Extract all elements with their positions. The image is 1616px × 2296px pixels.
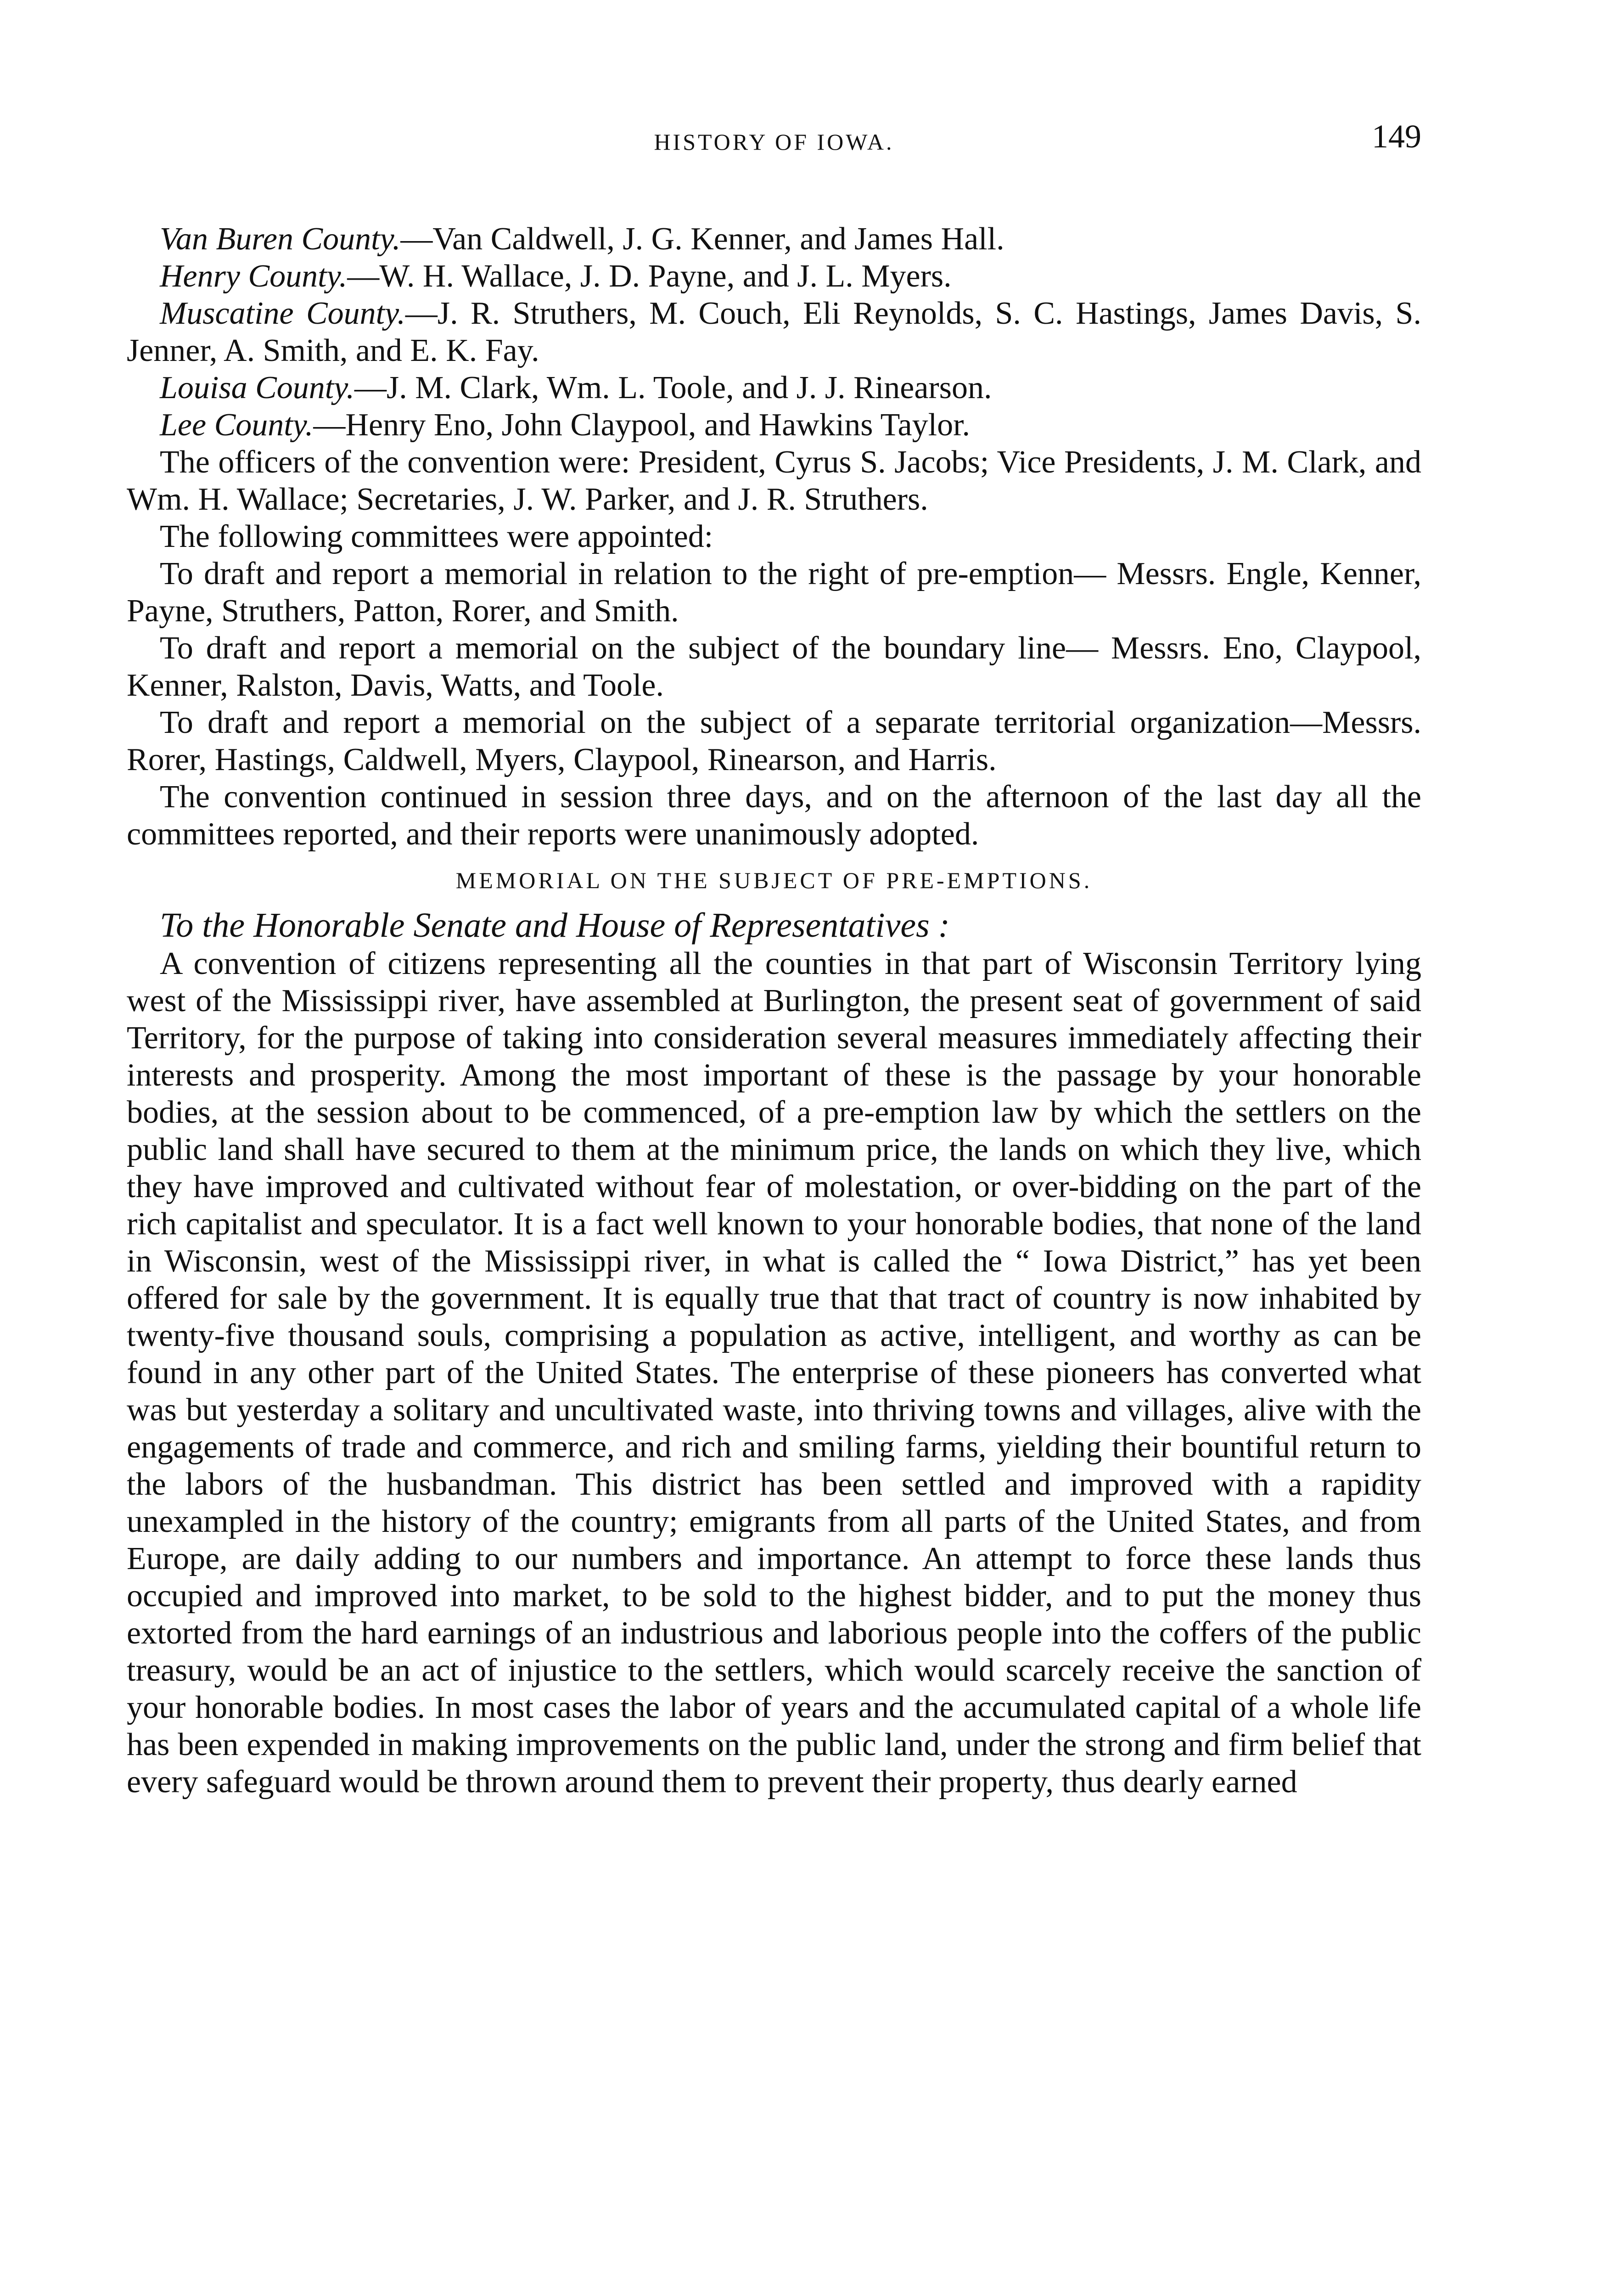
county-entry [127, 369, 1421, 406]
county-members: —Henry Eno, John Claypool, and Hawkins Taylor. [313, 407, 971, 443]
officers-paragraph: The officers of the convention were: President, Cyrus S. Jacobs; Vice Presidents, J. M. Clark, and Wm. H. Wallace; Secretaries, J. W. Parker, and J. R. Struthers. [127, 445, 1421, 517]
county-entry [127, 220, 1421, 258]
county-name: Louisa County. [160, 370, 354, 405]
county-name: Muscatine County. [160, 296, 405, 331]
committee-territorial: To draft and report a memorial on the subject of a separate territorial organization—Messrs. Rorer, Hastings, Caldwell, Myers, Claypool, Rinearson, and Harris. [127, 705, 1421, 777]
county-members: —J. M. Clark, Wm. L. Toole, and J. J. Rinearson. [354, 370, 992, 405]
county-entry [127, 406, 1421, 444]
county-entry [127, 258, 1421, 295]
county-name: Van Buren County. [160, 221, 401, 257]
county-name: Lee County. [160, 407, 314, 443]
page-header [127, 115, 1421, 170]
county-name: Henry County. [160, 259, 348, 294]
memorial-heading: MEMORIAL ON THE SUBJECT OF PRE-EMPTIONS. [455, 867, 1093, 893]
memorial-address: To the Honorable Senate and House of Representatives : [160, 906, 950, 945]
county-entry [127, 295, 1421, 369]
committee-pre-emption: To draft and report a memorial in relation to the right of pre-emption— Messrs. Engle, Kenner, Payne, Struthers, Patton, Rorer, and Smith. [127, 556, 1421, 629]
county-members: —Van Caldwell, J. G. Kenner, and James Hall. [400, 221, 1004, 257]
committees-intro: The following committees were appointed: [160, 519, 713, 554]
running-head: HISTORY OF IOWA. [654, 129, 894, 155]
county-members: —W. H. Wallace, J. D. Payne, and J. L. Myers. [347, 259, 952, 294]
convention-session-paragraph: The convention continued in session three days, and on the afternoon of the last day all the committees reported, and their reports were unanimously adopted. [127, 779, 1421, 852]
committee-boundary: To draft and report a memorial on the subject of the boundary line— Messrs. Eno, Claypool, Kenner, Ralston, Davis, Watts, and Toole. [127, 630, 1421, 703]
memorial-body: A convention of citizens representing all the counties in that part of Wisconsin Territory lying west of the Mississippi river, have assembled at Burlington, the present seat of government of said Territory, for the purpose of taking into consideration several measures immediately affecting their interests and prosperity. Among the most important of these is the passage by your honorable bodies, at the session about to be commenced, of a pre-emption law by which the settlers on the public land shall have secured to them at the minimum price, the lands on which they live, which they have improved and cultivated without fear of molestation, or over-bidding on the part of the rich capitalist and speculator. It is a fact well known to your honorable bodies, that none of the land in Wisconsin, west of the Mississippi river, in what is called the “ Iowa District,” has yet been offered for sale by the government. It is equally true that that tract of country is now inhabited by twenty-five thousand souls, comprising a population as active, intelligent, and worthy as can be found in any other part of the United States. The enterprise of these pioneers has converted what was but yesterday a solitary and uncultivated waste, into thriving towns and villages, alive with the engagements of trade and commerce, and rich and smiling farms, yielding their bountiful return to the labors of the husbandman. This district has been settled and improved with a rapidity unexampled in the history of the country; emigrants from all parts of the United States, and from Europe, are daily adding to our numbers and importance. An attempt to force these lands thus occupied and improved into market, to be sold to the highest bidder, and to put the money thus extorted from the hard earnings of an industrious and laborious people into the coffers of the public treasury, would be an act of injustice to the settlers, which would scarcely receive the sanction of your honorable bodies. In most cases the labor of years and the accumulated capital of a whole life has been expended in making improvements on the public land, under the strong and firm belief that every safeguard would be thrown around them to prevent their property, thus dearly earned [127, 946, 1421, 1800]
page-number: 149 [1372, 118, 1421, 155]
county-members: —J. R. Struthers, M. Couch, Eli Reynolds, S. C. Hastings, James Davis, S. Jenner, A. Smith, and E. K. Fay. [127, 296, 1421, 368]
page-body [127, 220, 1421, 1801]
